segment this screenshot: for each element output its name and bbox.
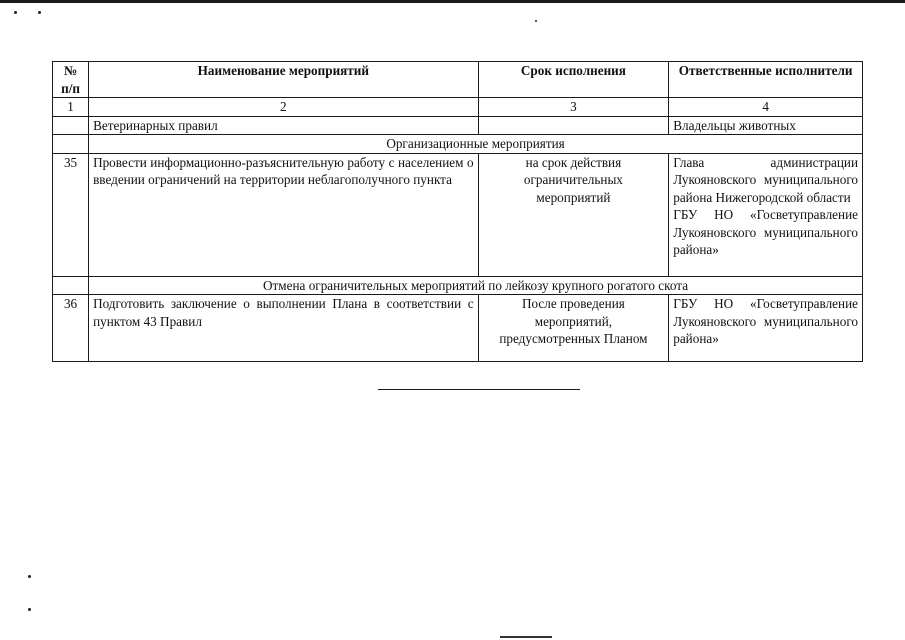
row-name: Ветеринарных правил [89, 116, 479, 135]
column-number-row [53, 98, 863, 117]
scan-speck [38, 11, 41, 14]
table-row [53, 116, 863, 135]
scan-speck [28, 608, 31, 611]
section-title: Отмена ограничительных мероприятий по лейкозу крупного рогатого скота [89, 276, 863, 295]
column-number: 3 [478, 98, 669, 117]
row-term [478, 153, 669, 276]
end-of-document-rule [378, 389, 580, 390]
responsible-entry: ГБУ НО «Госветуправление Лукояновского муниципального района» [673, 207, 858, 257]
header-term: Срок исполнения [478, 62, 669, 98]
row-responsible [669, 153, 863, 276]
section-header-row [53, 276, 863, 295]
term-line: предусмотренных Планом [499, 331, 648, 346]
column-number: 1 [53, 98, 89, 117]
section-title: Организационные мероприятия [89, 135, 863, 154]
term-line: ограничительных [523, 172, 623, 187]
section-spacer [53, 276, 89, 295]
table-row [53, 295, 863, 362]
column-number: 2 [89, 98, 479, 117]
section-spacer [53, 135, 89, 154]
term-line: После проведения [521, 296, 625, 311]
scan-speck [28, 575, 31, 578]
row-term [478, 295, 669, 362]
table-row [53, 153, 863, 276]
term-line: мероприятий [536, 189, 611, 205]
row-name: Подготовить заключение о выполнении Плана в соответствии с пунктом 43 Правил [89, 295, 479, 362]
scan-mark [500, 636, 552, 638]
row-number: 36 [53, 295, 89, 362]
row-term [478, 116, 669, 135]
responsible-entry: Глава администрации Лукояновского муниципального района Нижегородской области [673, 154, 858, 205]
row-number: 35 [53, 153, 89, 276]
row-number [53, 116, 89, 135]
action-plan-table [52, 61, 863, 362]
scan-top-edge [0, 0, 905, 3]
scan-speck [14, 11, 17, 14]
table-header-row [53, 62, 863, 98]
responsible-entry: ГБУ НО «Госветуправление Лукояновского муниципального района» [673, 296, 858, 346]
row-responsible: Владельцы животных [669, 116, 863, 135]
row-responsible [669, 295, 863, 362]
scan-speck [535, 20, 537, 22]
header-number: № п/п [53, 62, 89, 98]
row-name: Провести информационно-разъяснительную работу с населением о введении ограничений на территории неблагополучного пункта [89, 153, 479, 276]
header-responsible: Ответственные исполнители [669, 62, 863, 98]
column-number: 4 [669, 98, 863, 117]
section-header-row [53, 135, 863, 154]
term-line: на срок действия [525, 154, 622, 170]
header-name: Наименование мероприятий [89, 62, 479, 98]
term-line: мероприятий, [534, 313, 613, 329]
